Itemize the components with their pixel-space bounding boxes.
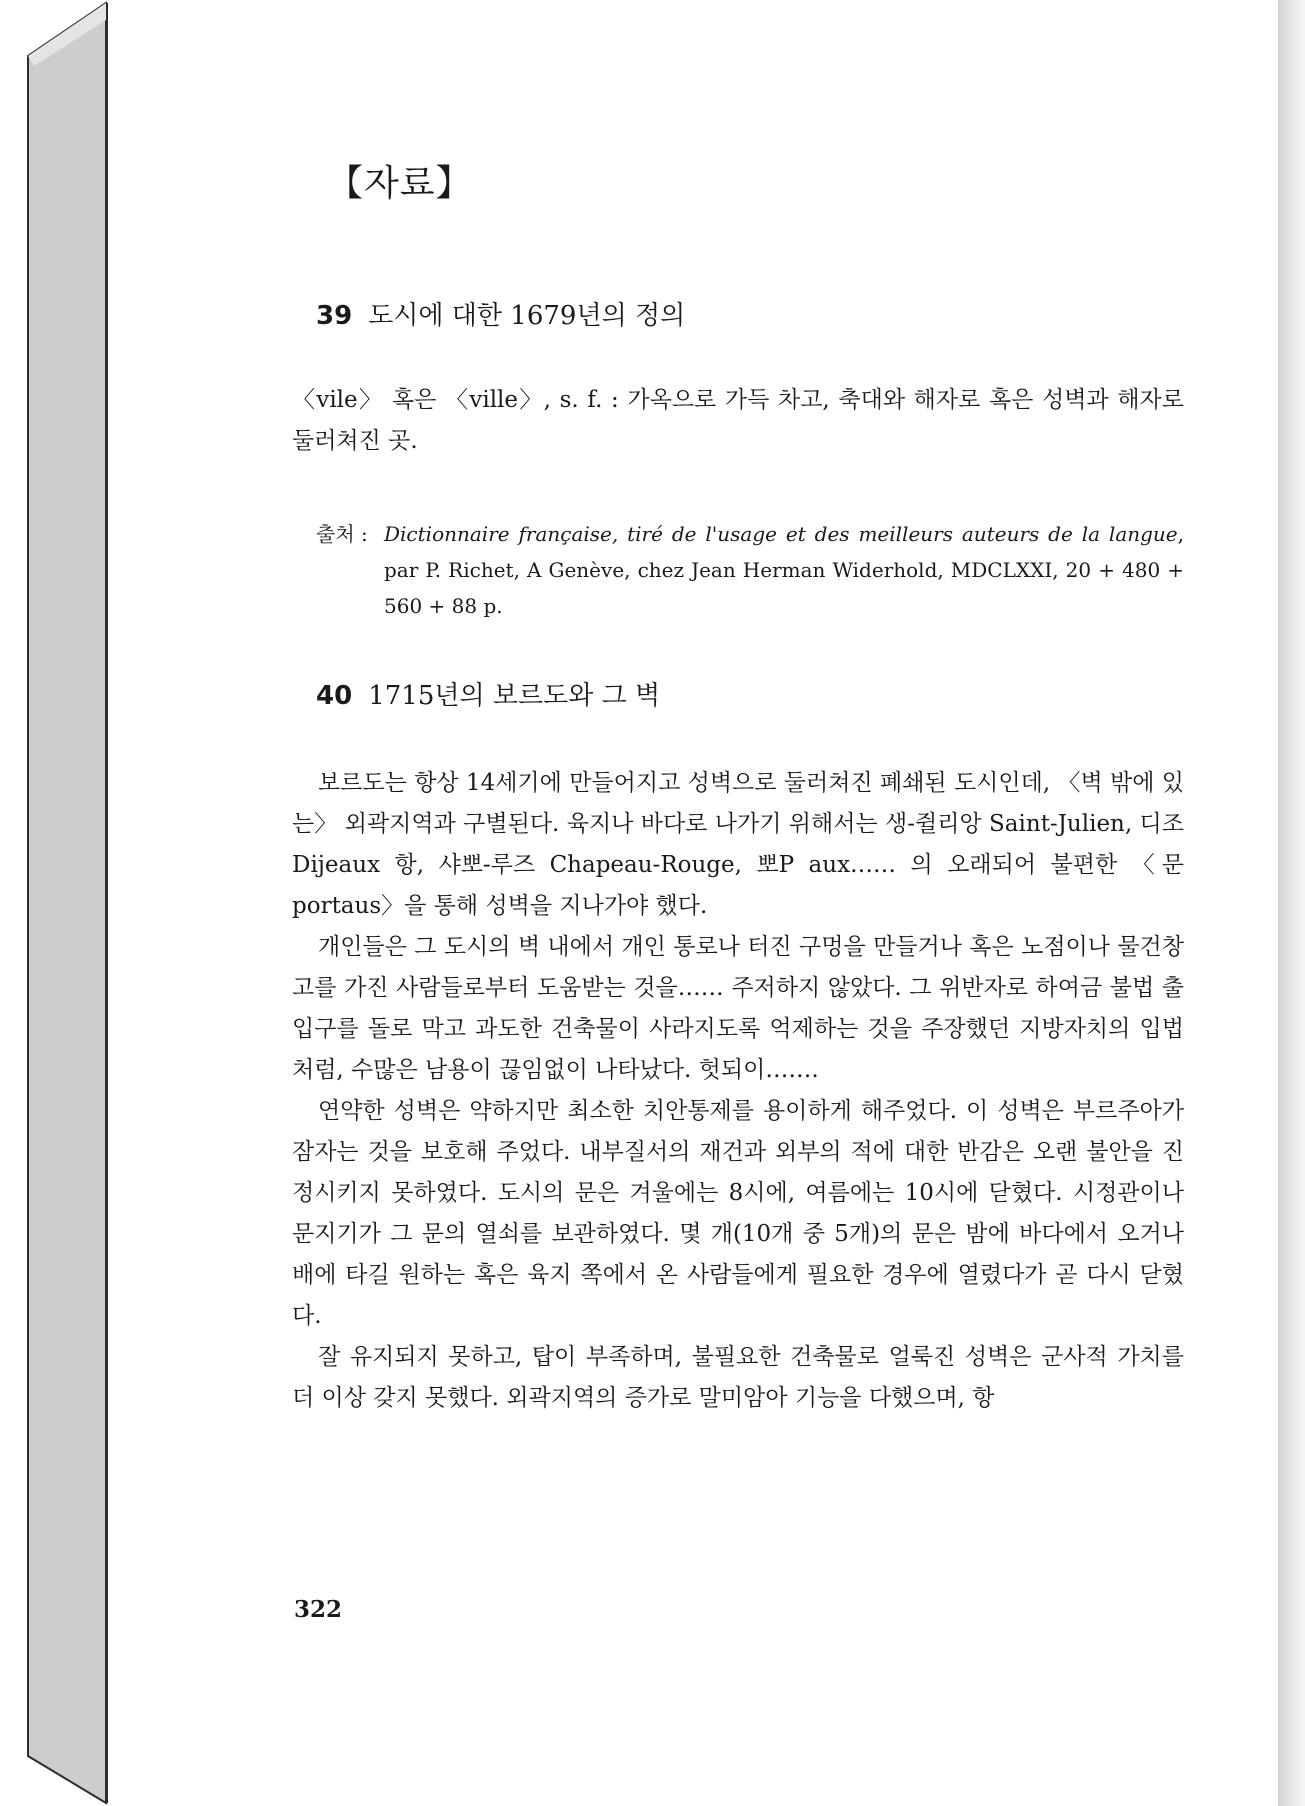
section-40-paragraph-3: 연약한 성벽은 약하지만 최소한 치안통제를 용이하게 해주었다. 이 성벽은 부르주아가 잠자는 것을 보호해 주었다. 내부질서의 재건과 외부의 적에 대한 반감은 오랜 불안을 진정시키지 못하였다. 도시의 문은 겨울에는 8시에, 여름에는 10시에 닫혔다. 시정관이나 문지기가 그 문의 열쇠를 보관하였다. 몇 개(10개 중 5개)의 문은 밤에 바다에서 오거나 배에 타길 원하는 혹은 육지 쪽에서 온 사람들에게 필요한 경우에 열렸다가 곧 다시 닫혔다. [292, 1098, 1184, 1329]
section-40-paragraph-1: 보르도는 항상 14세기에 만들어지고 성벽으로 둘러쳐진 폐쇄된 도시인데, 〈벽 밖에 있는〉 외곽지역과 구별된다. 육지나 바다로 나가기 위해서는 생-쥘리앙 Saint-Julien, 디조 Dijeaux 항, 샤뽀-루즈 Chapeau-Rouge, 뽀P aux…… 의 오래되어 불편한 〈문 portaus〉을 통해 성벽을 지나가야 했다. [292, 770, 1184, 919]
section-40-body [292, 763, 1184, 1419]
page-edge-shadow [1278, 0, 1305, 1806]
section-40-title: 1715년의 보르도와 그 벽 [368, 681, 661, 711]
section-40-paragraph-4: 잘 유지되지 못하고, 탑이 부족하며, 불필요한 건축물로 얼룩진 성벽은 군사적 가치를 더 이상 갖지 못했다. 외곽지역의 증가로 말미암아 기능을 다했으며, 항 [292, 1344, 1184, 1411]
section-39-title: 도시에 대한 1679년의 정의 [368, 301, 686, 331]
section-39-number: 39 [316, 301, 353, 331]
page-number: 322 [294, 1596, 343, 1623]
source-title: Dictionnaire française, tiré de l'usage et des meilleurs auteurs de la langue [384, 522, 1178, 546]
section-39-heading [316, 295, 685, 332]
source-citation [384, 516, 1184, 624]
section-39-paragraph: 〈vile〉 혹은 〈ville〉, s. f. : 가옥으로 가득 차고, 축대와 해자로 혹은 성벽과 해자로 둘러쳐진 곳. [292, 387, 1184, 454]
source-details: , par P. Richet, A Genève, chez Jean Herman Widerhold, MDCLXXI, 20 + 480 + 560 + 88 p. [384, 522, 1184, 618]
section-40-number: 40 [316, 681, 353, 711]
section-40-heading [316, 675, 660, 712]
section-40-paragraph-2: 개인들은 그 도시의 벽 내에서 개인 통로나 터진 구멍을 만들거나 혹은 노점이나 물건창고를 가진 사람들로부터 도움받는 것을…… 주저하지 않았다. 그 위반자로 하여금 불법 출입구를 돌로 막고 과도한 건축물이 사라지도록 억제하는 것을 주장했던 지방자치의 입법처럼, 수많은 남용이 끊임없이 나타났다. 헛되이……. [292, 934, 1184, 1083]
source-label: 출처 : [316, 522, 368, 546]
section-39-source [316, 516, 1184, 624]
page-title: 【자료】 [327, 163, 473, 204]
